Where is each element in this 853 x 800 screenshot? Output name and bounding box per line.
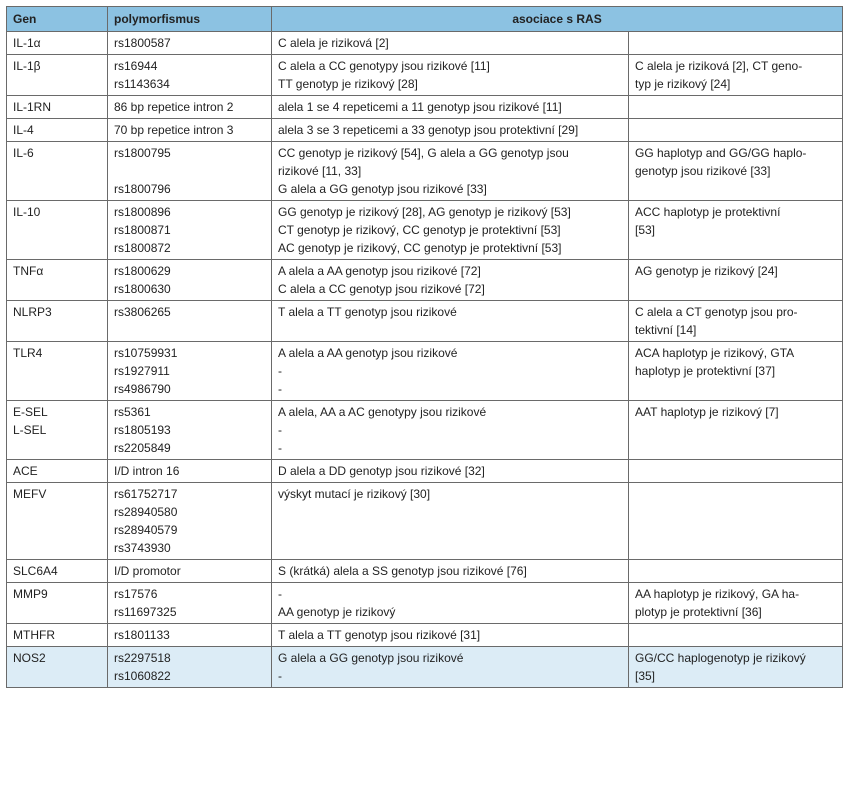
association-cell [272, 342, 629, 401]
gene-cell [7, 647, 108, 688]
association-table-container [6, 6, 842, 688]
cell-line: haplotyp je protektivní [37] [635, 364, 776, 378]
cell-line: CT genotyp je rizikový, CC genotyp je protektivní [53] [278, 223, 561, 237]
gene-cell [7, 483, 108, 560]
extra-association-cell [629, 55, 843, 96]
header-gene: Gen [7, 7, 108, 32]
table-row [7, 560, 843, 583]
cell-line: rs1800630 [114, 282, 171, 296]
extra-association-cell [629, 96, 843, 119]
polymorphism-cell [108, 301, 272, 342]
extra-association-cell [629, 647, 843, 688]
table-row [7, 342, 843, 401]
cell-line: A alela a AA genotyp jsou rizikové [72] [278, 264, 481, 278]
table-row [7, 260, 843, 301]
cell-line: TLR4 [13, 346, 43, 360]
table-row [7, 32, 843, 55]
association-cell [272, 142, 629, 201]
polymorphism-cell [108, 55, 272, 96]
table-row [7, 55, 843, 96]
cell-line: C alela a CC genotypy jsou rizikové [11] [278, 59, 490, 73]
table-body [7, 32, 843, 688]
cell-line: rs16944 [114, 59, 158, 73]
extra-association-cell [629, 201, 843, 260]
association-cell [272, 301, 629, 342]
cell-line: rs1800872 [114, 241, 171, 255]
table-row [7, 301, 843, 342]
cell-line: rs1143634 [114, 77, 170, 91]
extra-association-cell [629, 260, 843, 301]
table-row [7, 119, 843, 142]
cell-line: plotyp je protektivní [36] [635, 605, 762, 619]
cell-line: - [278, 441, 282, 455]
cell-line: výskyt mutací je rizikový [30] [278, 487, 431, 501]
cell-line: SLC6A4 [13, 564, 58, 578]
cell-line: rs1800629 [114, 264, 171, 278]
cell-line: rs2205849 [114, 441, 171, 455]
extra-association-cell [629, 560, 843, 583]
association-table [6, 6, 843, 688]
association-cell [272, 32, 629, 55]
cell-line: GG/CC haplogenotyp je rizikový [635, 651, 806, 665]
table-row [7, 201, 843, 260]
cell-line: IL-1β [13, 59, 41, 73]
cell-line: rs4986790 [114, 382, 171, 396]
cell-line: rs3806265 [114, 305, 171, 319]
polymorphism-cell [108, 201, 272, 260]
gene-cell [7, 142, 108, 201]
polymorphism-cell [108, 96, 272, 119]
gene-cell [7, 583, 108, 624]
gene-cell [7, 401, 108, 460]
cell-line: rs61752717 [114, 487, 178, 501]
cell-line: rs1800795 [114, 146, 171, 160]
cell-line: NOS2 [13, 651, 46, 665]
cell-line: G alela a GG genotyp jsou rizikové [278, 651, 464, 665]
cell-line: rs5361 [114, 405, 151, 419]
extra-association-cell [629, 624, 843, 647]
cell-line: GG genotyp je rizikový [28], AG genotyp je rizikový [53] [278, 205, 571, 219]
association-cell [272, 624, 629, 647]
cell-line: rs1060822 [114, 669, 171, 683]
table-row [7, 624, 843, 647]
cell-line: CC genotyp je rizikový [54], G alela a GG genotyp jsou [278, 146, 569, 160]
cell-line: E-SEL [13, 405, 48, 419]
extra-association-cell [629, 483, 843, 560]
extra-association-cell [629, 583, 843, 624]
cell-line: GG haplotyp and GG/GG haplo- [635, 146, 807, 160]
cell-line: - [278, 587, 282, 601]
table-row [7, 483, 843, 560]
cell-line: AAT haplotyp je rizikový [7] [635, 405, 779, 419]
polymorphism-cell [108, 401, 272, 460]
cell-line: rs1927911 [114, 364, 170, 378]
association-cell [272, 483, 629, 560]
association-cell [272, 119, 629, 142]
extra-association-cell [629, 301, 843, 342]
cell-line: rs17576 [114, 587, 158, 601]
extra-association-cell [629, 32, 843, 55]
cell-line [114, 162, 265, 180]
cell-line: ACE [13, 464, 38, 478]
cell-line: rs28940580 [114, 505, 178, 519]
cell-line: - [278, 423, 282, 437]
cell-line: TT genotyp je rizikový [28] [278, 77, 418, 91]
polymorphism-cell [108, 119, 272, 142]
gene-cell [7, 301, 108, 342]
polymorphism-cell [108, 560, 272, 583]
polymorphism-cell [108, 647, 272, 688]
cell-line: rs28940579 [114, 523, 178, 537]
gene-cell [7, 119, 108, 142]
polymorphism-cell [108, 142, 272, 201]
cell-line: alela 1 se 4 repeticemi a 11 genotyp jsou rizikové [11] [278, 100, 562, 114]
cell-line: genotyp jsou rizikové [33] [635, 164, 771, 178]
cell-line: AA haplotyp je rizikový, GA ha- [635, 587, 800, 601]
association-cell [272, 260, 629, 301]
cell-line: L-SEL [13, 423, 47, 437]
cell-line: 86 bp repetice intron 2 [114, 100, 234, 114]
cell-line: IL-10 [13, 205, 41, 219]
extra-association-cell [629, 142, 843, 201]
cell-line: typ je rizikový [24] [635, 77, 731, 91]
extra-association-cell [629, 119, 843, 142]
polymorphism-cell [108, 460, 272, 483]
association-cell [272, 560, 629, 583]
table-row [7, 460, 843, 483]
polymorphism-cell [108, 260, 272, 301]
cell-line: tektivní [14] [635, 323, 697, 337]
header-row [7, 7, 843, 32]
cell-line: - [278, 669, 282, 683]
cell-line: - [278, 382, 282, 396]
cell-line: ACC haplotyp je protektivní [635, 205, 781, 219]
cell-line: IL-6 [13, 146, 34, 160]
cell-line: D alela a DD genotyp jsou rizikové [32] [278, 464, 485, 478]
cell-line: [53] [635, 223, 656, 237]
gene-cell [7, 460, 108, 483]
cell-line: G alela a GG genotyp jsou rizikové [33] [278, 182, 487, 196]
cell-line: rizikové [11, 33] [278, 164, 362, 178]
table-row [7, 647, 843, 688]
gene-cell [7, 560, 108, 583]
cell-line: rs2297518 [114, 651, 171, 665]
table-row [7, 401, 843, 460]
gene-cell [7, 32, 108, 55]
cell-line: IL-4 [13, 123, 34, 137]
cell-line: [35] [635, 669, 656, 683]
gene-cell [7, 624, 108, 647]
cell-line: rs10759931 [114, 346, 178, 360]
polymorphism-cell [108, 624, 272, 647]
table-row [7, 96, 843, 119]
header-polymorphism: polymorfismus [108, 7, 272, 32]
gene-cell [7, 260, 108, 301]
cell-line: ACA haplotyp je rizikový, GTA [635, 346, 795, 360]
association-cell [272, 201, 629, 260]
cell-line: IL-1α [13, 36, 41, 50]
cell-line: MTHFR [13, 628, 55, 642]
cell-line: rs1800587 [114, 36, 171, 50]
cell-line: NLRP3 [13, 305, 52, 319]
polymorphism-cell [108, 342, 272, 401]
cell-line: TNFα [13, 264, 44, 278]
cell-line: rs1800796 [114, 182, 171, 196]
gene-cell [7, 55, 108, 96]
association-cell [272, 401, 629, 460]
cell-line: AA genotyp je rizikový [278, 605, 396, 619]
cell-line: AG genotyp je rizikový [24] [635, 264, 778, 278]
cell-line: MEFV [13, 487, 47, 501]
cell-line: A alela a AA genotyp jsou rizikové [278, 346, 458, 360]
cell-line: C alela a CT genotyp jsou pro- [635, 305, 798, 319]
header-association: asociace s RAS [272, 7, 843, 32]
extra-association-cell [629, 342, 843, 401]
gene-cell [7, 96, 108, 119]
cell-line: I/D intron 16 [114, 464, 180, 478]
cell-line: AC genotyp je rizikový, CC genotyp je protektivní [53] [278, 241, 562, 255]
association-cell [272, 583, 629, 624]
extra-association-cell [629, 401, 843, 460]
cell-line: T alela a TT genotyp jsou rizikové [31] [278, 628, 481, 642]
polymorphism-cell [108, 583, 272, 624]
polymorphism-cell [108, 32, 272, 55]
extra-association-cell [629, 460, 843, 483]
cell-line: rs11697325 [114, 605, 177, 619]
cell-line: A alela, AA a AC genotypy jsou rizikové [278, 405, 487, 419]
gene-cell [7, 201, 108, 260]
cell-line: IL-1RN [13, 100, 52, 114]
association-cell [272, 460, 629, 483]
cell-line: I/D promotor [114, 564, 181, 578]
association-cell [272, 96, 629, 119]
cell-line: C alela je riziková [2], CT geno- [635, 59, 803, 73]
cell-line: C alela a CC genotyp jsou rizikové [72] [278, 282, 485, 296]
association-cell [272, 55, 629, 96]
association-cell [272, 647, 629, 688]
gene-cell [7, 342, 108, 401]
table-header [7, 7, 843, 32]
cell-line: MMP9 [13, 587, 48, 601]
cell-line: rs3743930 [114, 541, 171, 555]
table-row [7, 142, 843, 201]
table-row [7, 583, 843, 624]
cell-line: rs1801133 [114, 628, 170, 642]
cell-line: 70 bp repetice intron 3 [114, 123, 234, 137]
cell-line: - [278, 364, 282, 378]
cell-line: rs1800896 [114, 205, 171, 219]
cell-line: S (krátká) alela a SS genotyp jsou rizikové [76] [278, 564, 527, 578]
cell-line: T alela a TT genotyp jsou rizikové [278, 305, 457, 319]
cell-line: rs1800871 [114, 223, 171, 237]
polymorphism-cell [108, 483, 272, 560]
cell-line: C alela je riziková [2] [278, 36, 389, 50]
cell-line: alela 3 se 3 repeticemi a 33 genotyp jsou protektivní [29] [278, 123, 579, 137]
cell-line: rs1805193 [114, 423, 171, 437]
